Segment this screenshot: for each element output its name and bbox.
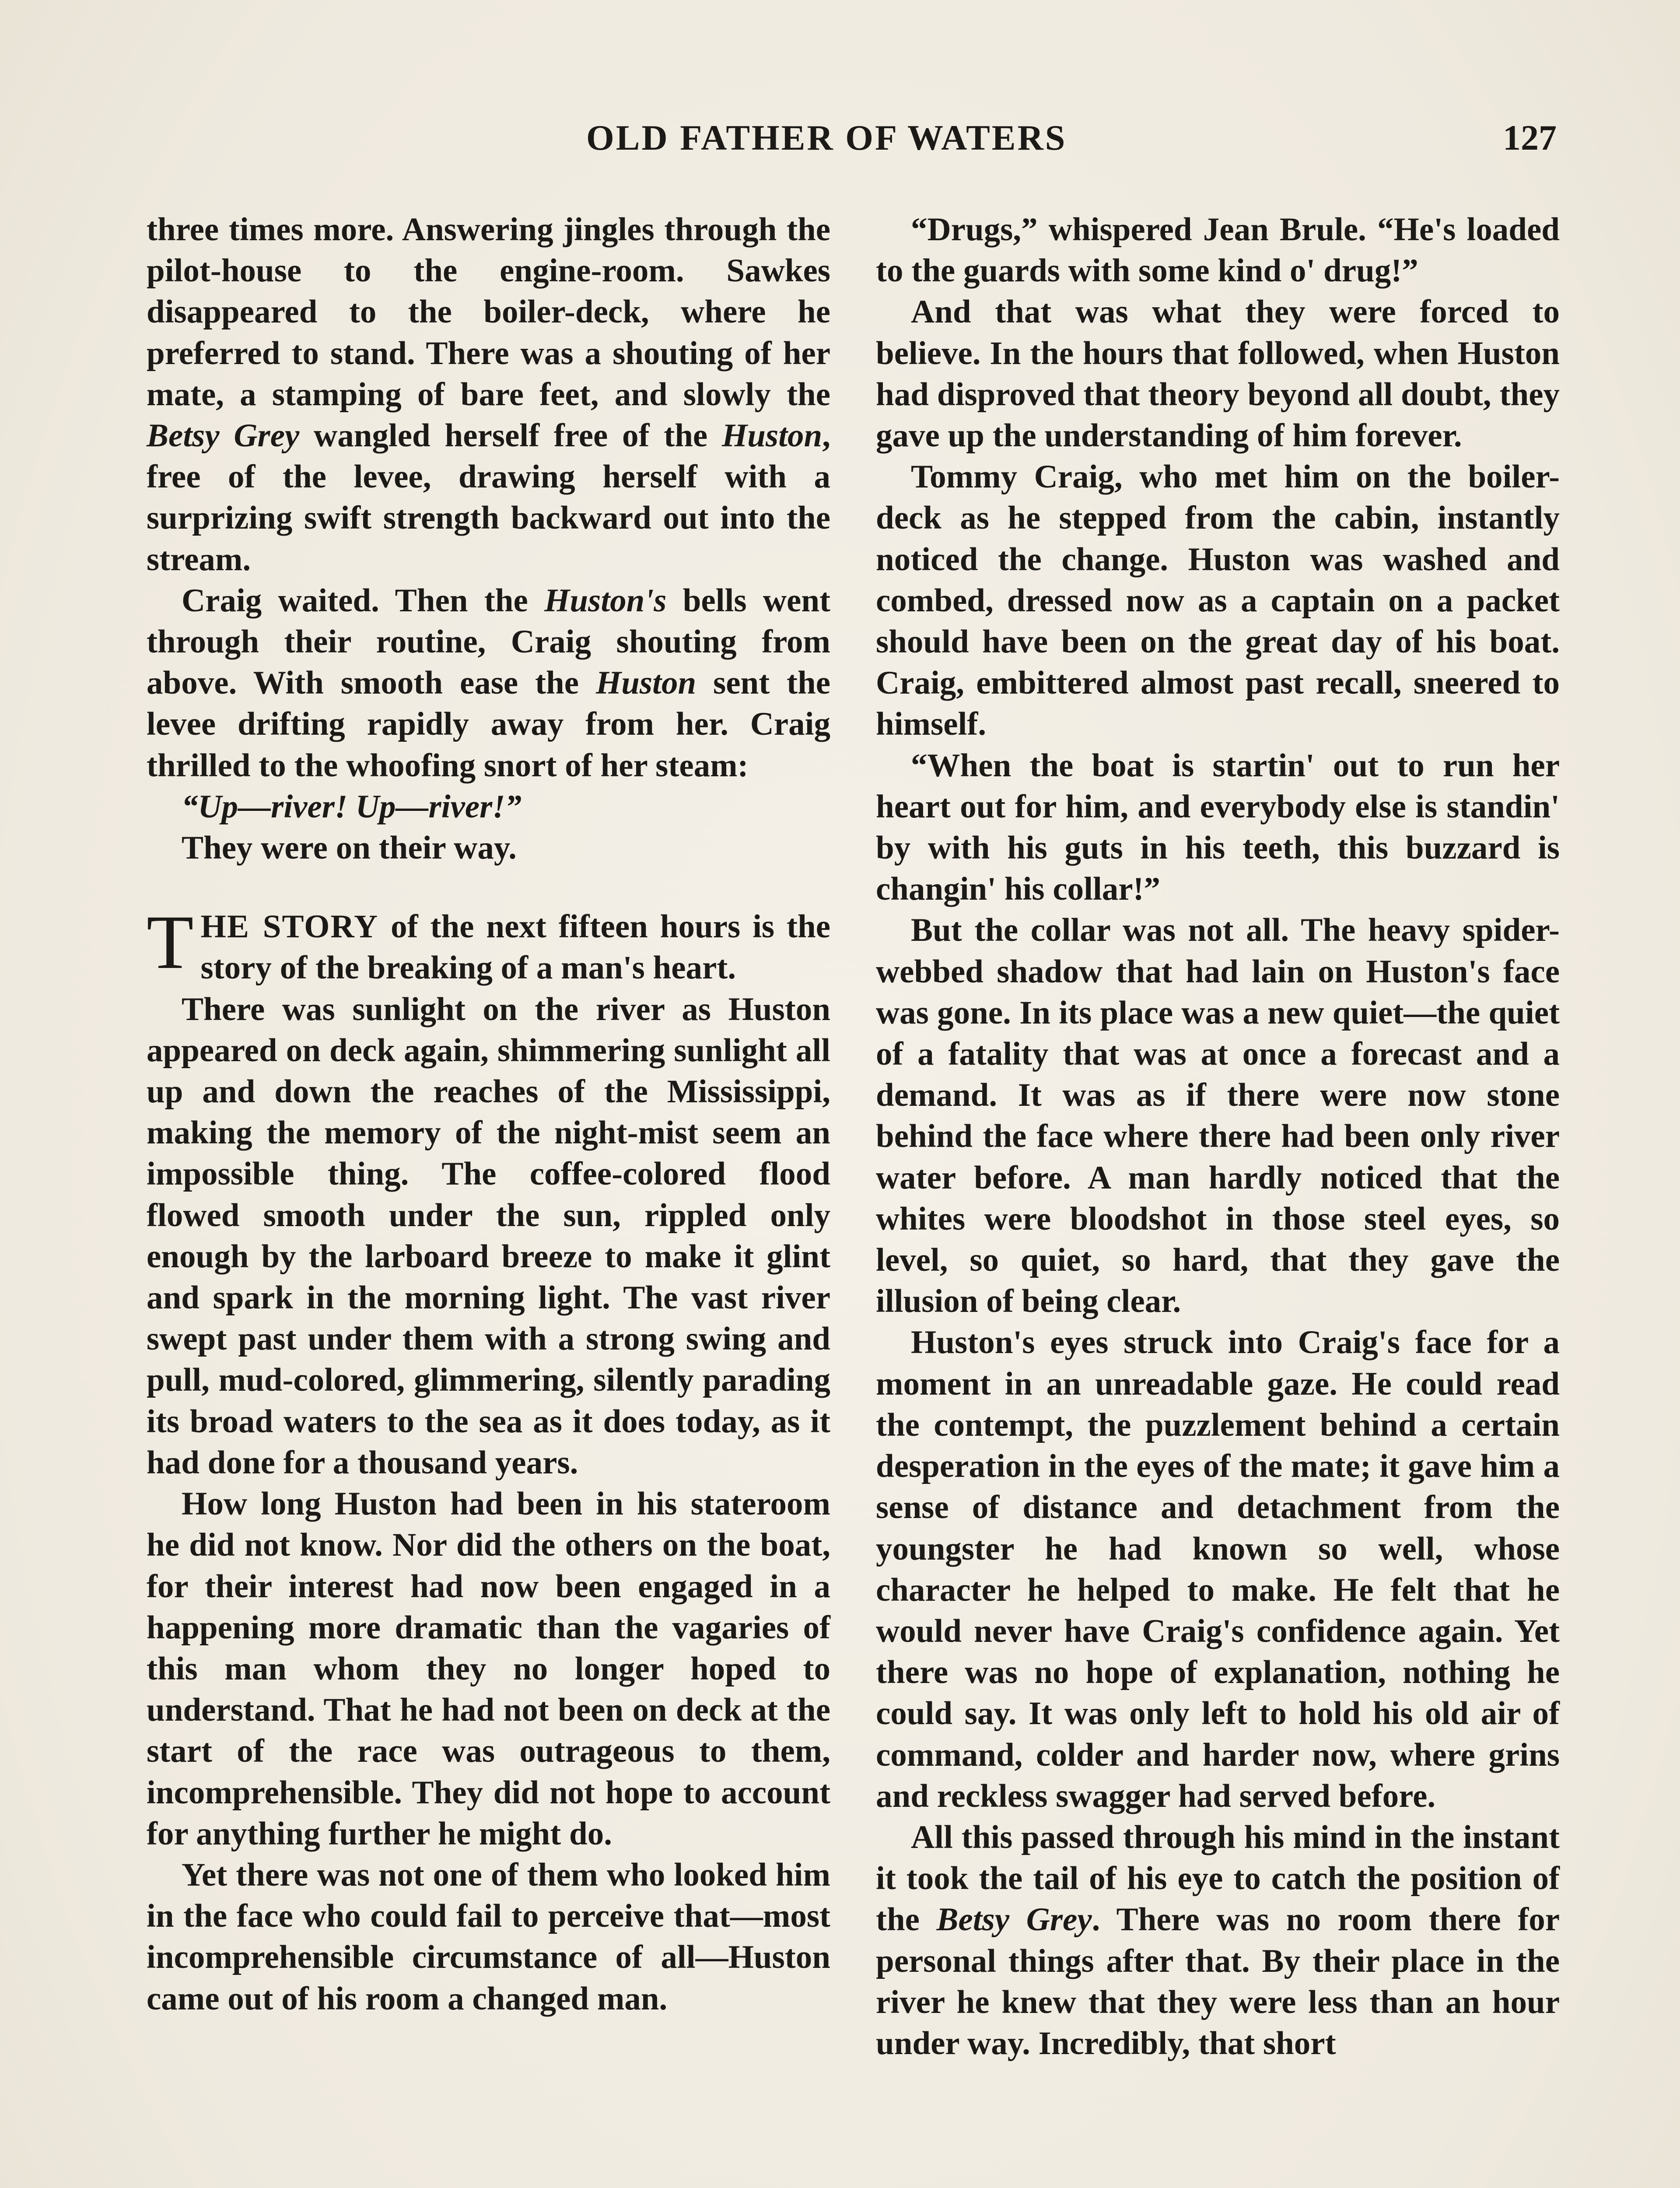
- section-opening-paragraph: THE STORY of the next fifteen hours is the story of the breaking of a man's heart.: [147, 900, 830, 986]
- paragraph: But the collar was not all. The heavy spider-webbed shadow that had lain on Huston's face was gone. In its place was a new quiet—the quiet of a fatality that was at once a forecast and a demand. It was as if there were now stone behind the face where there had been only river water before. A man hardly noticed that the whites were bloodshot in those steel eyes, so level, so quiet, so hard, that they gave the illusion of being clear.: [876, 912, 1560, 1320]
- left-column: [147, 209, 830, 2020]
- paragraph: Yet there was not one of them who looked him in the face who could fail to perceive that—most incomprehensible circumstance of all—Huston came out of his room a changed man.: [147, 1856, 830, 2017]
- right-column: [876, 209, 1560, 2064]
- paragraph: Tommy Craig, who met him on the boiler-deck as he stepped from the cabin, instantly noticed the change. Huston was washed and combed, dressed now as a captain on a packet should have been on the great day of his boat. Craig, embittered almost past recall, sneered to himself.: [876, 459, 1560, 743]
- paragraph: They were on their way.: [182, 830, 517, 866]
- drop-cap: T: [147, 900, 194, 985]
- paragraph: How long Huston had been in his stateroom he did not know. Nor did the others on the boat, for their interest had now been engaged in a happening more dramatic than the vagaries of this man whom they no longer hoped to understand. That he had not been on deck at the start of the race was outrageous to them, incomprehensible. They did not hope to account for anything further he might do.: [147, 1486, 830, 1852]
- paragraph: Craig waited. Then the Huston's bells went through their routine, Craig shouting from above. With smooth ease the Huston sent the levee drifting rapidly away from her. Craig thrilled to the whoofing snort of her steam:: [147, 582, 831, 784]
- paragraph: And that was what they were forced to believe. In the hours that followed, when Huston had disproved that theory beyond all doubt, they gave up the understanding of him forever.: [876, 294, 1560, 454]
- page-number: 127: [1503, 118, 1557, 158]
- paragraph: There was sunlight on the river as Huston appeared on deck again, shimmering sunlight all up and down the reaches of the Mississippi, making the memory of the night-mist seem an impossible thing. The coffee-colored flood flowed smooth under the sun, rippled only enough by the larboard breeze to make it glint and spark in the morning light. The vast river swept past under them with a strong swing and pull, mud-colored, glimmering, silently parading its broad waters to the sea as it does today, as it had done for a thousand years.: [147, 991, 830, 1481]
- paragraph: “When the boat is startin' out to run her heart out for him, and everybody else is standin' by with his guts in his teeth, this buzzard is changin' his collar!”: [876, 747, 1560, 908]
- paragraph: All this passed through his mind in the instant it took the tail of his eye to catch the position of the Betsy Grey. There was no room there for personal things after that. By their place in the river he knew that they were less than an hour under way. Incredibly, that short: [876, 1819, 1560, 2062]
- paragraph-quote: “Up—river! Up—river!”: [182, 788, 522, 825]
- paragraph: Huston's eyes struck into Craig's face for a moment in an unreadable gaze. He could read the contempt, the puzzlement behind a certain desperation in the eyes of the mate; it gave him a sense of distance and detachment from the youngster he had known so well, whose character he helped to make. He felt that he would never have Craig's confidence again. Yet there was no hope of explanation, nothing he could say. It was only left to hold his old air of command, colder and harder now, where grins and reckless swagger had served before.: [876, 1324, 1560, 1814]
- paragraph: three times more. Answering jingles through the pilot-house to the engine-room. Sawkes disappeared to the boiler-deck, where he preferred to stand. There was a shouting of her mate, a stamping of bare feet, and slowly the Betsy Grey wangled herself free of the Huston, free of the levee, drawing herself with a surprizing swift strength backward out into the stream.: [147, 211, 830, 578]
- paragraph: “Drugs,” whispered Jean Brule. “He's loaded to the guards with some kind o' drug!”: [876, 211, 1560, 289]
- running-title: OLD FATHER OF WATERS: [586, 118, 1067, 158]
